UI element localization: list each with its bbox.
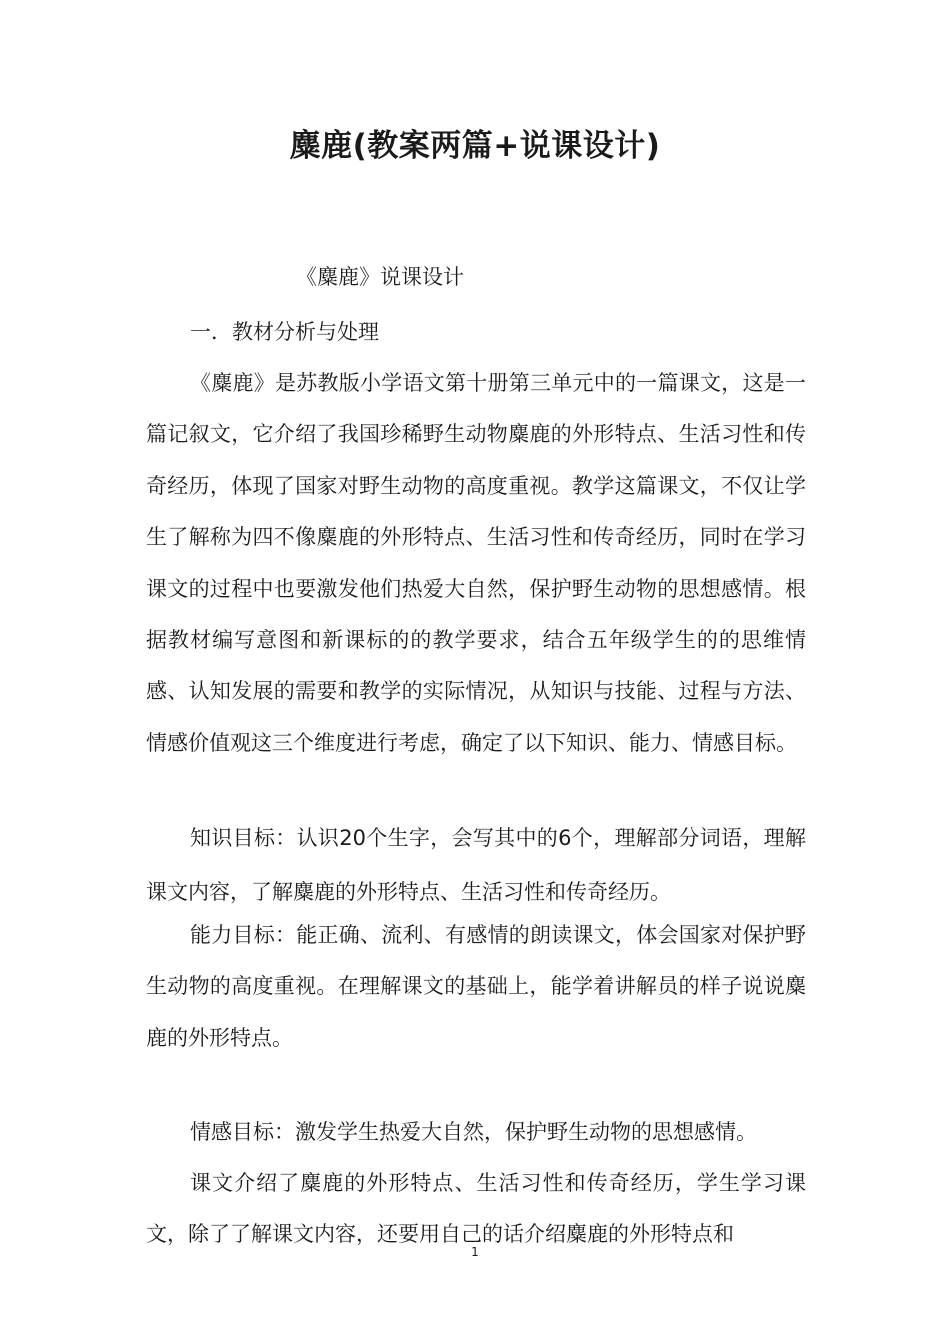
document-subtitle: 《麋鹿》说课设计 bbox=[296, 265, 464, 289]
paragraph-material-analysis: 《麋鹿》是苏教版小学语文第十册第三单元中的一篇课文，这是一篇记叙文，它介绍了我国珍稀野生动物麋鹿的外形特点、生活习性和传奇经历，体现了国家对野生动物的高度重视。教学这篇课文，不仅让学生了解称为四不像麋鹿的外形特点、生活习性和传奇经历，同时在学习课文的过程中也要激发他们热爱大自然，保护野生动物的思想感情。根据教材编写意图和新课标的的教学要求，结合五年级学生的的思维情感、认知发展的需要和教学的实际情况，从知识与技能、过程与方法、情感价值观这三个维度进行考虑，确定了以下知识、能力、情感目标。 bbox=[146, 371, 806, 755]
paragraph-course-intro: 课文介绍了麋鹿的外形特点、生活习性和传奇经历，学生学习课文，除了了解课文内容，还要用自己的话介绍麋鹿的外形特点和 bbox=[146, 1171, 806, 1247]
paragraph-knowledge-goal: 知识目标：认识20个生字，会写其中的6个，理解部分词语，理解课文内容，了解麋鹿的外形特点、生活习性和传奇经历。 bbox=[146, 826, 806, 904]
document-title: 麋鹿(教案两篇+说课设计) bbox=[289, 128, 661, 164]
paragraph-ability-goal: 能力目标：能正确、流利、有感情的朗读课文，体会国家对保护野生动物的高度重视。在理解课文的基础上，能学着讲解员的样子说说麋鹿的外形特点。 bbox=[146, 923, 806, 1050]
section-heading: 一．教材分析与处理 bbox=[190, 320, 379, 344]
page-number: 1 bbox=[471, 1245, 479, 1259]
paragraph-emotion-goal: 情感目标：激发学生热爱大自然，保护野生动物的思想感情。 bbox=[190, 1120, 757, 1144]
